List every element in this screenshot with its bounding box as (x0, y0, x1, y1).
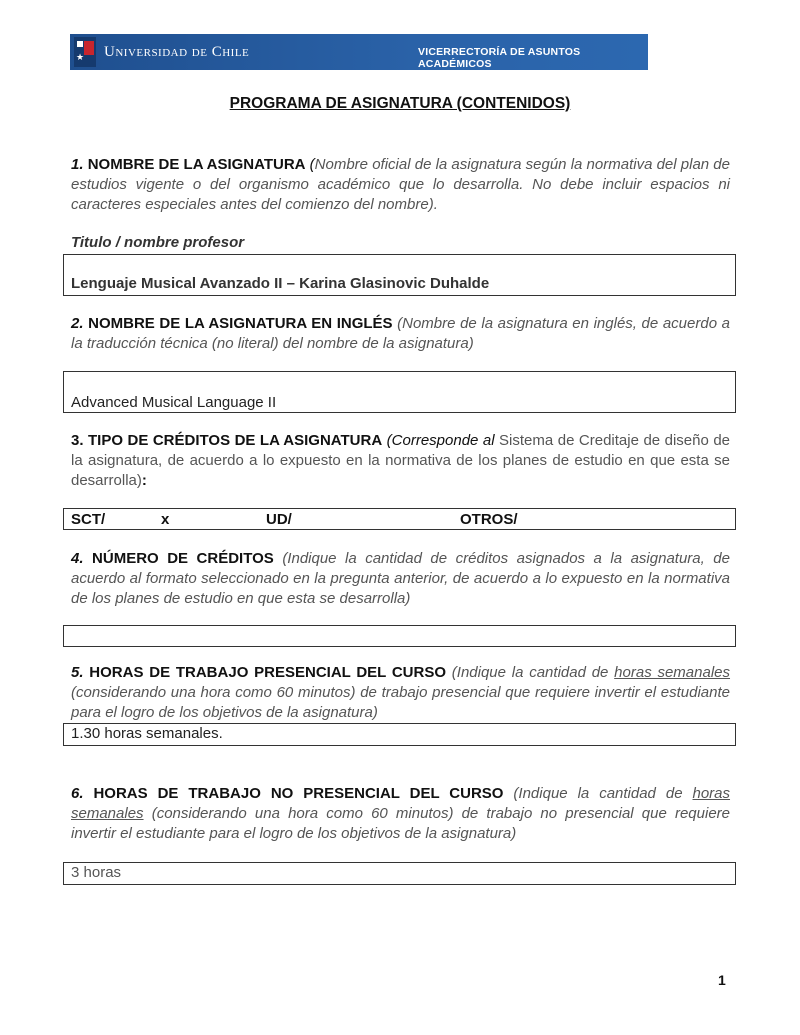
credit-option-ud[interactable]: UD/ (266, 511, 292, 528)
credit-option-sct[interactable]: SCT/ (71, 511, 106, 528)
course-name-field[interactable]: Lenguaje Musical Avanzado II – Karina Glasinovic Duhalde (63, 254, 736, 296)
section-1-description: Nombre oficial de la asignatura según la normativa del plan de estudios vigente o del organismo académico que lo desarrolla. No debe incluir espacios ni caracteres especiales antes del comienzo del nombre). (71, 156, 730, 213)
section-5-desc-underlined: horas semanales (614, 664, 731, 681)
section-4-description: (Indique la cantidad de créditos asignados a la asignatura, de acuerdo al formato seleccionado en la pregunta anterior, de acuerdo a lo expuesto en la normativa de los planes de estudio en que esta se desarrolla) (71, 550, 730, 607)
section-3-heading: TIPO DE CRÉDITOS DE LA ASIGNATURA (88, 432, 383, 449)
section-6-text (71, 784, 730, 844)
section-6-number: 6. (71, 785, 84, 802)
vicerrectoria-name: VICERRECTORÍA DE ASUNTOS ACADÉMICOS (418, 46, 581, 70)
section-5-number: 5. (71, 664, 84, 681)
english-name-field[interactable]: Advanced Musical Language II (63, 371, 736, 413)
credit-number-field[interactable] (63, 625, 736, 647)
section-3-text (71, 431, 730, 491)
credit-option-mark: x (161, 511, 170, 528)
section-4-heading: NÚMERO DE CRÉDITOS (92, 550, 274, 567)
page-title: PROGRAMA DE ASIGNATURA (CONTENIDOS) (229, 95, 571, 112)
university-name: Universidad de Chile (104, 43, 250, 60)
section-6-heading: HORAS DE TRABAJO NO PRESENCIAL DEL CURSO (93, 785, 504, 802)
section-4-text (71, 549, 730, 609)
university-crest-icon: ★ (74, 37, 96, 67)
section-6-desc-underlined: horas semanales (71, 785, 731, 822)
section-1-text (71, 155, 730, 215)
section-4-number: 4. (71, 550, 84, 567)
section-2-text (71, 314, 730, 354)
section-3-number: 3. (71, 432, 84, 449)
section-3-colon: : (141, 472, 147, 489)
section-5-heading: HORAS DE TRABAJO PRESENCIAL DEL CURSO (89, 664, 446, 681)
section-1-number: 1. (71, 156, 84, 173)
header-banner (70, 34, 648, 70)
presential-hours-field[interactable]: 1.30 horas semanales. (63, 723, 736, 746)
section-6-desc-a: (Indique la cantidad de (513, 785, 693, 802)
section-1-subheading: Titulo / nombre profesor (71, 234, 245, 251)
section-2-number: 2. (71, 315, 84, 332)
section-2-description: (Nombre de la asignatura en inglés, de acuerdo a la traducción técnica (no literal) del nombre de la asignatura) (71, 315, 730, 352)
credit-type-row (63, 508, 736, 530)
non-presential-hours-field[interactable]: 3 horas (63, 862, 736, 885)
section-2-heading: NOMBRE DE LA ASIGNATURA EN INGLÉS (88, 315, 393, 332)
section-3-desc-a: (Corresponde al (386, 432, 495, 449)
section-1-heading: NOMBRE DE LA ASIGNATURA (87, 156, 306, 173)
section-3-desc-b: Sistema de Creditaje de diseño de la asignatura, de acuerdo a lo expuesto en la normativa de los planes de estudio en que esta se desarrolla) (71, 432, 730, 489)
page-number: 1 (718, 972, 726, 988)
section-5-desc-b: (considerando una hora como 60 minutos) de trabajo presencial que requiere invertir el estudiante para el logro de los objetivos de la asignatura) (71, 684, 730, 721)
credit-option-otros[interactable]: OTROS/ (460, 511, 518, 528)
section-5-desc-a: (Indique la cantidad de (451, 664, 615, 681)
section-1-paren: ( (305, 156, 315, 173)
section-5-text (71, 663, 730, 723)
section-6-desc-b: (considerando una hora como 60 minutos) de trabajo no presencial que requiere invertir el estudiante para el logro de los objetivos de la asignatura) (71, 805, 730, 842)
